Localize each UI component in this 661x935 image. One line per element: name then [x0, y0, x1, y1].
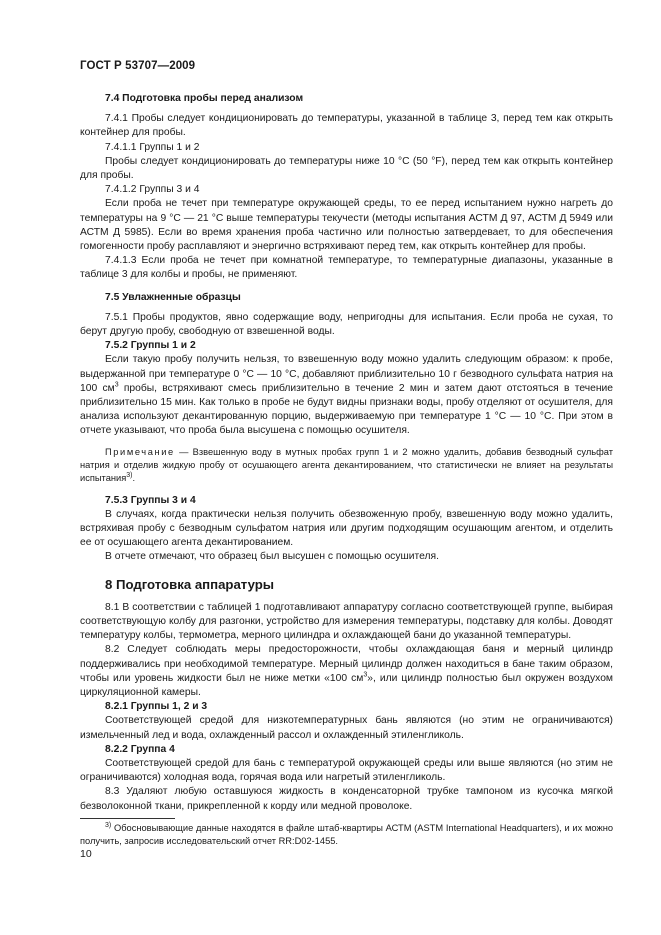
paragraph-8-2-text-a: 8.2 Следует соблюдать меры предосторожности, чтобы охлаждающая баня и мерный цилиндр поддерживались при необходимой температуре. Мерный цилиндр должен находиться в бане таким образом, чтобы или уровень жидкости был не ниже метки «100 см — [80, 644, 613, 684]
paragraph-7-4-1-1: Пробы следует кондиционировать до температуры ниже 10 °С (50 °F), перед тем как открыть контейнер для пробы. — [80, 155, 613, 182]
paragraph-7-4-1-3: 7.4.1.3 Если проба не течет при комнатной температуре, то температурные диапазоны, указанные в таблице 3 для колбы и пробы, не применяют. — [80, 255, 613, 281]
paragraph-7-5-2-text-b: пробы, встряхивают смесь приблизительно в течение 2 мин и затем дают отстояться в течение приблизительно 15 мин. Как только в пробе не будут видны признаки воды, пробу отделяют от осушителя, для анализа используют декантированную порцию, выдерживаемую при температуре 1 °С — 10 °С. При этом в отчете указывают, что проба была высушена с помощью осушителя. — [80, 382, 614, 437]
section-8-title: 8 Подготовка аппаратуры — [105, 576, 275, 592]
note-end: . — [132, 472, 136, 483]
heading-7-4-1-1: 7.4.1.1 Группы 1 и 2 — [105, 141, 200, 153]
paragraph-8-3: 8.3 Удаляют любую оставшуюся жидкость в конденсаторной трубке тампоном из кусочка мягкой безволоконной ткани, прикрепленной к корду или медной проволоке. — [80, 786, 613, 812]
footnote-mark: 3) — [105, 821, 112, 829]
paragraph-8-2 — [80, 643, 613, 700]
document-body — [80, 92, 613, 814]
paragraph-7-5-3: В случаях, когда практически нельзя получить обезвоженную пробу, взвешенную воду можно удалить, встряхивая пробу с безводным сульфатом натрия или другим подходящим осушающим агентом, и отделить ее от осушающего агента декантированием. — [80, 508, 613, 549]
heading-7-4-1-2: 7.4.1.2 Группы 3 и 4 — [105, 184, 200, 196]
paragraph-7-4-1: 7.4.1 Пробы следует кондиционировать до температуры, указанной в таблице 3, перед тем как открыть контейнер для пробы. — [80, 113, 613, 139]
paragraph-7-5-2 — [80, 353, 613, 438]
paragraph-8-1: 8.1 В соответствии с таблицей 1 подготавливают аппаратуру согласно соответствующей группе, выбирая соответствующую колбу для разгонки, устройство для измерения температуры, подставку для колбы. Доводят температуру колбы, термометра, мерного цилиндра и охлаждающей бани до указанной температуры. — [80, 601, 613, 642]
paragraph-7-4-1-2: Если проба не течет при температуре окружающей среды, то ее перед испытанием нужно нагреть до температуры на 9 °С — 21 °С выше температуры текучести (методы испытания АСТМ Д 97, АСТМ Д 5949 или АСТМ Д 5985). Если во время хранения проба частично или полностью затвердевает, то для обеспечения гомогенности пробу расплавляют и энергично встряхивают перед тем, как открыть контейнер для пробы. — [80, 198, 613, 253]
paragraph-7-5-3-report: В отчете отмечают, что образец был высушен с помощью осушителя. — [105, 551, 439, 563]
note-label: Примечание — [105, 446, 175, 457]
heading-8-2-2: 8.2.2 Группа 4 — [105, 743, 175, 755]
document-header: ГОСТ Р 53707—2009 — [80, 60, 196, 72]
superscript-cubic: 3 — [114, 381, 119, 389]
footnote-divider — [80, 818, 175, 819]
footnote-ref-3: 3) — [126, 471, 133, 479]
paragraph-8-2-1: Соответствующей средой для низкотемпературных бань являются (но этим не ограничиваются) измельченный лед и вода, охлажденный рассол и охлажденный этиленгликоль. — [80, 715, 613, 741]
section-7-4-title: 7.4 Подготовка пробы перед анализом — [105, 93, 304, 104]
paragraph-7-5-1: 7.5.1 Пробы продуктов, явно содержащие воду, непригодны для испытания. Если проба не сухая, то берут другую пробу, свободную от взвешенной воды. — [80, 311, 613, 338]
footnote-3 — [80, 822, 613, 848]
footnote-text: Обосновывающие данные находятся в файле штаб-квартиры АСТМ (ASTM International Headquarters), и их можно получить, запросив исследовательский отчет RR:D02-1455. — [80, 823, 613, 846]
note-text: — Взвешенную воду в мутных пробах групп 1 и 2 можно удалить, добавив безводный сульфат натрия и отделив жидкую пробу от осушающего агента декантированием, что статистически не влияет на результаты испытания — [80, 446, 613, 483]
paragraph-7-5-2-text-a: Если такую пробу получить нельзя, то взвешенную воду можно удалить следующим образом: к пробе, выдержанной при температуре 0 °С — 10 °С, добавляют приблизительно 10 г безводного сульфата натрия на 100 см — [80, 354, 613, 394]
heading-7-5-3: 7.5.3 Группы 3 и 4 — [105, 494, 196, 506]
paragraph-8-2-text-b: », или цилиндр полностью был окружен воздухом циркуляционной камеры. — [80, 672, 613, 698]
heading-7-5-2: 7.5.2 Группы 1 и 2 — [105, 340, 196, 352]
paragraph-8-2-2: Соответствующей средой для бань с температурой окружающей среды или выше являются (но этим не ограничиваются) холодная вода, горячая вода или нагретый этиленгликоль. — [80, 757, 613, 784]
note-paragraph — [80, 446, 613, 485]
section-7-5-title: 7.5 Увлажненные образцы — [105, 291, 241, 303]
page-number: 10 — [80, 848, 92, 860]
superscript-cubic: 3 — [363, 671, 368, 679]
heading-8-2-1: 8.2.1 Группы 1, 2 и 3 — [105, 701, 208, 713]
